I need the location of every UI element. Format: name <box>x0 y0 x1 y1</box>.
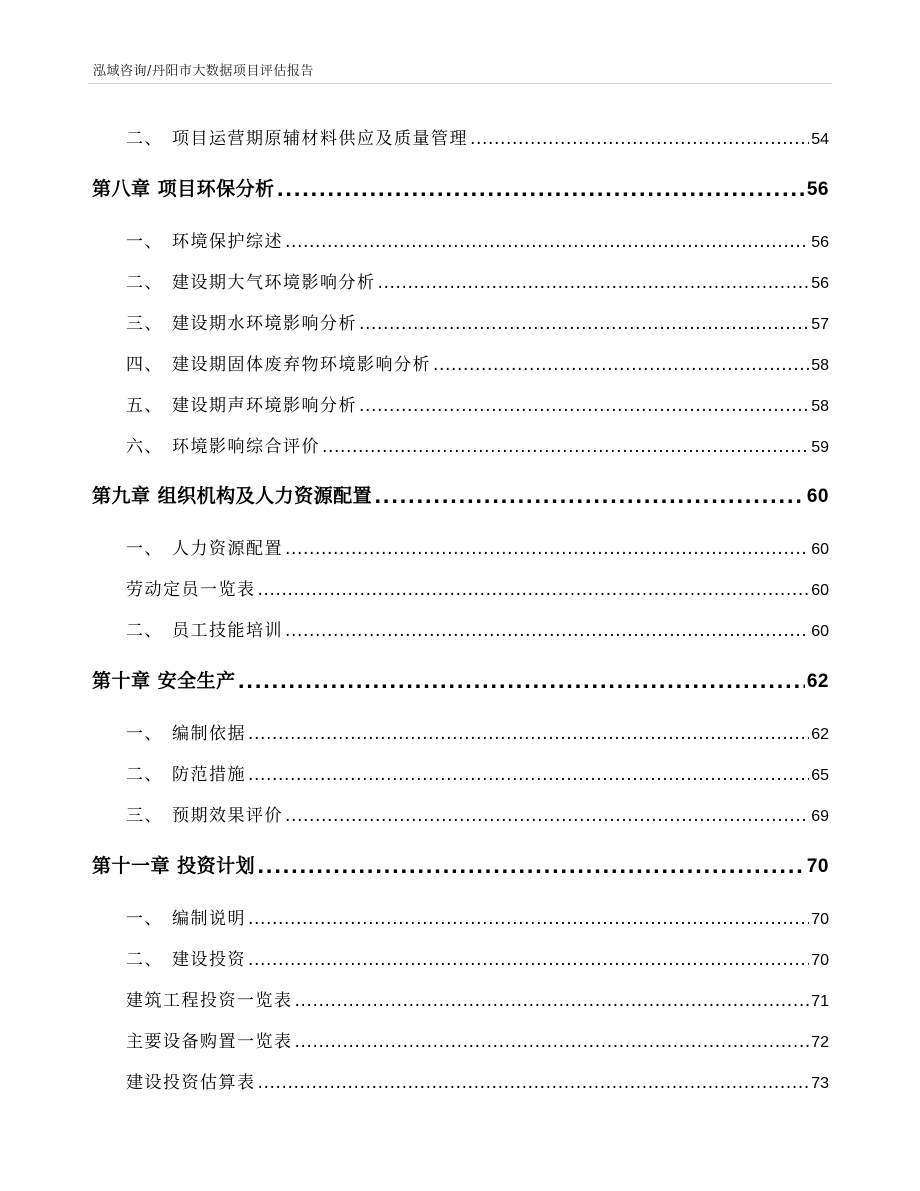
toc-entry-number: 四、 <box>126 355 163 375</box>
toc-entry[interactable] <box>126 391 829 416</box>
toc-entry-page: 59 <box>811 439 829 456</box>
toc-chapter-title: 第九章 组织机构及人力资源配置 <box>92 485 373 507</box>
leader-dots <box>295 994 810 1011</box>
toc-entry[interactable] <box>126 124 829 149</box>
toc-entry-title: 劳动定员一览表 <box>126 580 256 600</box>
toc-entry-title: 编制说明 <box>172 909 246 929</box>
toc-entry-label <box>126 309 357 334</box>
toc-entry[interactable] <box>126 616 829 641</box>
toc-entry-title: 主要设备购置一览表 <box>126 1032 293 1052</box>
toc-chapter-page: 62 <box>806 671 829 692</box>
leader-dots <box>248 727 809 744</box>
toc-entry-page: 58 <box>811 398 829 415</box>
leader-dots <box>285 542 809 559</box>
toc-entry-number: 二、 <box>126 273 163 293</box>
toc-entry-page: 60 <box>811 541 829 558</box>
toc-entry[interactable] <box>126 719 829 744</box>
toc-entry-label <box>126 616 283 641</box>
toc-entry-title: 环境保护综述 <box>172 232 283 252</box>
leader-dots <box>295 1035 810 1052</box>
toc-chapter-page: 56 <box>806 179 829 200</box>
toc-entry-label <box>126 945 246 970</box>
toc-entry-label <box>126 227 283 252</box>
toc-entry[interactable] <box>126 350 829 375</box>
leader-dots <box>470 132 809 149</box>
toc-chapter[interactable] <box>92 666 829 693</box>
leader-dots <box>258 583 810 600</box>
toc-entry-number: 一、 <box>126 232 163 252</box>
toc-entry-label <box>126 719 246 744</box>
toc-entry-title: 建设期大气环境影响分析 <box>172 273 376 293</box>
toc-entry-title: 项目运营期原辅材料供应及质量管理 <box>172 129 468 149</box>
toc-chapter[interactable] <box>92 481 829 508</box>
toc-entry[interactable] <box>126 432 829 457</box>
toc-entry-title: 建设期固体废弃物环境影响分析 <box>172 355 431 375</box>
toc-entry-title: 员工技能培训 <box>172 621 283 641</box>
leader-dots <box>285 235 809 252</box>
toc-entry-number: 一、 <box>126 724 163 744</box>
toc-entry-number: 三、 <box>126 806 163 826</box>
toc-entry-label <box>126 801 283 826</box>
leader-dots <box>248 768 809 785</box>
toc-chapter-title: 第十章 安全生产 <box>92 670 236 692</box>
leader-dots <box>277 182 805 201</box>
toc-table-entry[interactable] <box>126 1027 829 1052</box>
toc-entry-number: 二、 <box>126 621 163 641</box>
toc-entry-label <box>126 760 246 785</box>
toc-entry-number: 三、 <box>126 314 163 334</box>
leader-dots <box>374 489 805 508</box>
toc-entry-page: 54 <box>811 131 829 148</box>
toc-entry-title: 人力资源配置 <box>172 539 283 559</box>
toc-chapter-title: 第八章 项目环保分析 <box>92 178 275 200</box>
page-header: 泓域咨询/丹阳市大数据项目评估报告 <box>93 64 314 79</box>
toc-entry-label <box>126 124 468 149</box>
toc-entry-label <box>126 534 283 559</box>
toc-entry-label <box>126 904 246 929</box>
toc-entry-page: 58 <box>811 357 829 374</box>
toc-chapter-page: 60 <box>806 486 829 507</box>
toc-entry-label <box>126 268 376 293</box>
toc-entry[interactable] <box>126 801 829 826</box>
toc-entry-page: 57 <box>811 316 829 333</box>
toc-entry[interactable] <box>126 904 829 929</box>
leader-dots <box>285 624 809 641</box>
toc-entry-number: 五、 <box>126 396 163 416</box>
toc-chapter-title: 第十一章 投资计划 <box>92 855 256 877</box>
leader-dots <box>433 358 809 375</box>
toc-entry-title: 建设期水环境影响分析 <box>172 314 357 334</box>
leader-dots <box>359 317 809 334</box>
toc-entry[interactable] <box>126 309 829 334</box>
leader-dots <box>359 399 809 416</box>
toc-table-entry[interactable] <box>126 1068 829 1093</box>
leader-dots <box>238 674 805 693</box>
toc-entry-page: 56 <box>811 275 829 292</box>
toc-entry-title: 编制依据 <box>172 724 246 744</box>
toc-table-entry[interactable] <box>126 575 829 600</box>
toc-entry-page: 70 <box>811 952 829 969</box>
toc-entry-title: 建筑工程投资一览表 <box>126 991 293 1011</box>
toc-entry-title: 建设期声环境影响分析 <box>172 396 357 416</box>
toc-entry-label <box>126 350 431 375</box>
toc-entry-page: 71 <box>811 993 829 1010</box>
leader-dots <box>322 440 809 457</box>
toc-entry[interactable] <box>126 268 829 293</box>
leader-dots <box>248 953 809 970</box>
toc-entry-number: 六、 <box>126 437 163 457</box>
toc-entry-page: 60 <box>811 623 829 640</box>
toc-entry-title: 防范措施 <box>172 765 246 785</box>
toc-entry-title: 预期效果评价 <box>172 806 283 826</box>
toc-entry-title: 环境影响综合评价 <box>172 437 320 457</box>
toc-entry-number: 一、 <box>126 909 163 929</box>
toc-entry-label <box>126 391 357 416</box>
leader-dots <box>285 809 809 826</box>
toc-entry-page: 62 <box>811 726 829 743</box>
toc-entry[interactable] <box>126 534 829 559</box>
toc-entry[interactable] <box>126 760 829 785</box>
leader-dots <box>258 1076 810 1093</box>
leader-dots <box>378 276 810 293</box>
toc-entry-number: 二、 <box>126 950 163 970</box>
toc-table-entry[interactable] <box>126 986 829 1011</box>
toc-entry-page: 56 <box>811 234 829 251</box>
toc-entry-page: 73 <box>811 1075 829 1092</box>
toc-entry-page: 70 <box>811 911 829 928</box>
toc-entry-label <box>126 432 320 457</box>
toc-entry-title: 建设投资 <box>172 950 246 970</box>
toc-chapter[interactable] <box>92 851 829 878</box>
leader-dots <box>248 912 809 929</box>
toc-entry[interactable] <box>126 945 829 970</box>
toc-entry-number: 二、 <box>126 765 163 785</box>
toc-entry-title: 建设投资估算表 <box>126 1073 256 1093</box>
toc-chapter-page: 70 <box>806 856 829 877</box>
toc-chapter[interactable] <box>92 174 829 201</box>
toc-entry-number: 二、 <box>126 129 163 149</box>
toc-entry-page: 69 <box>811 808 829 825</box>
toc-entry-page: 72 <box>811 1034 829 1051</box>
toc-entry-number: 一、 <box>126 539 163 559</box>
leader-dots <box>257 859 805 878</box>
toc-entry-page: 65 <box>811 767 829 784</box>
toc-entry-page: 60 <box>811 582 829 599</box>
toc-entry[interactable] <box>126 227 829 252</box>
